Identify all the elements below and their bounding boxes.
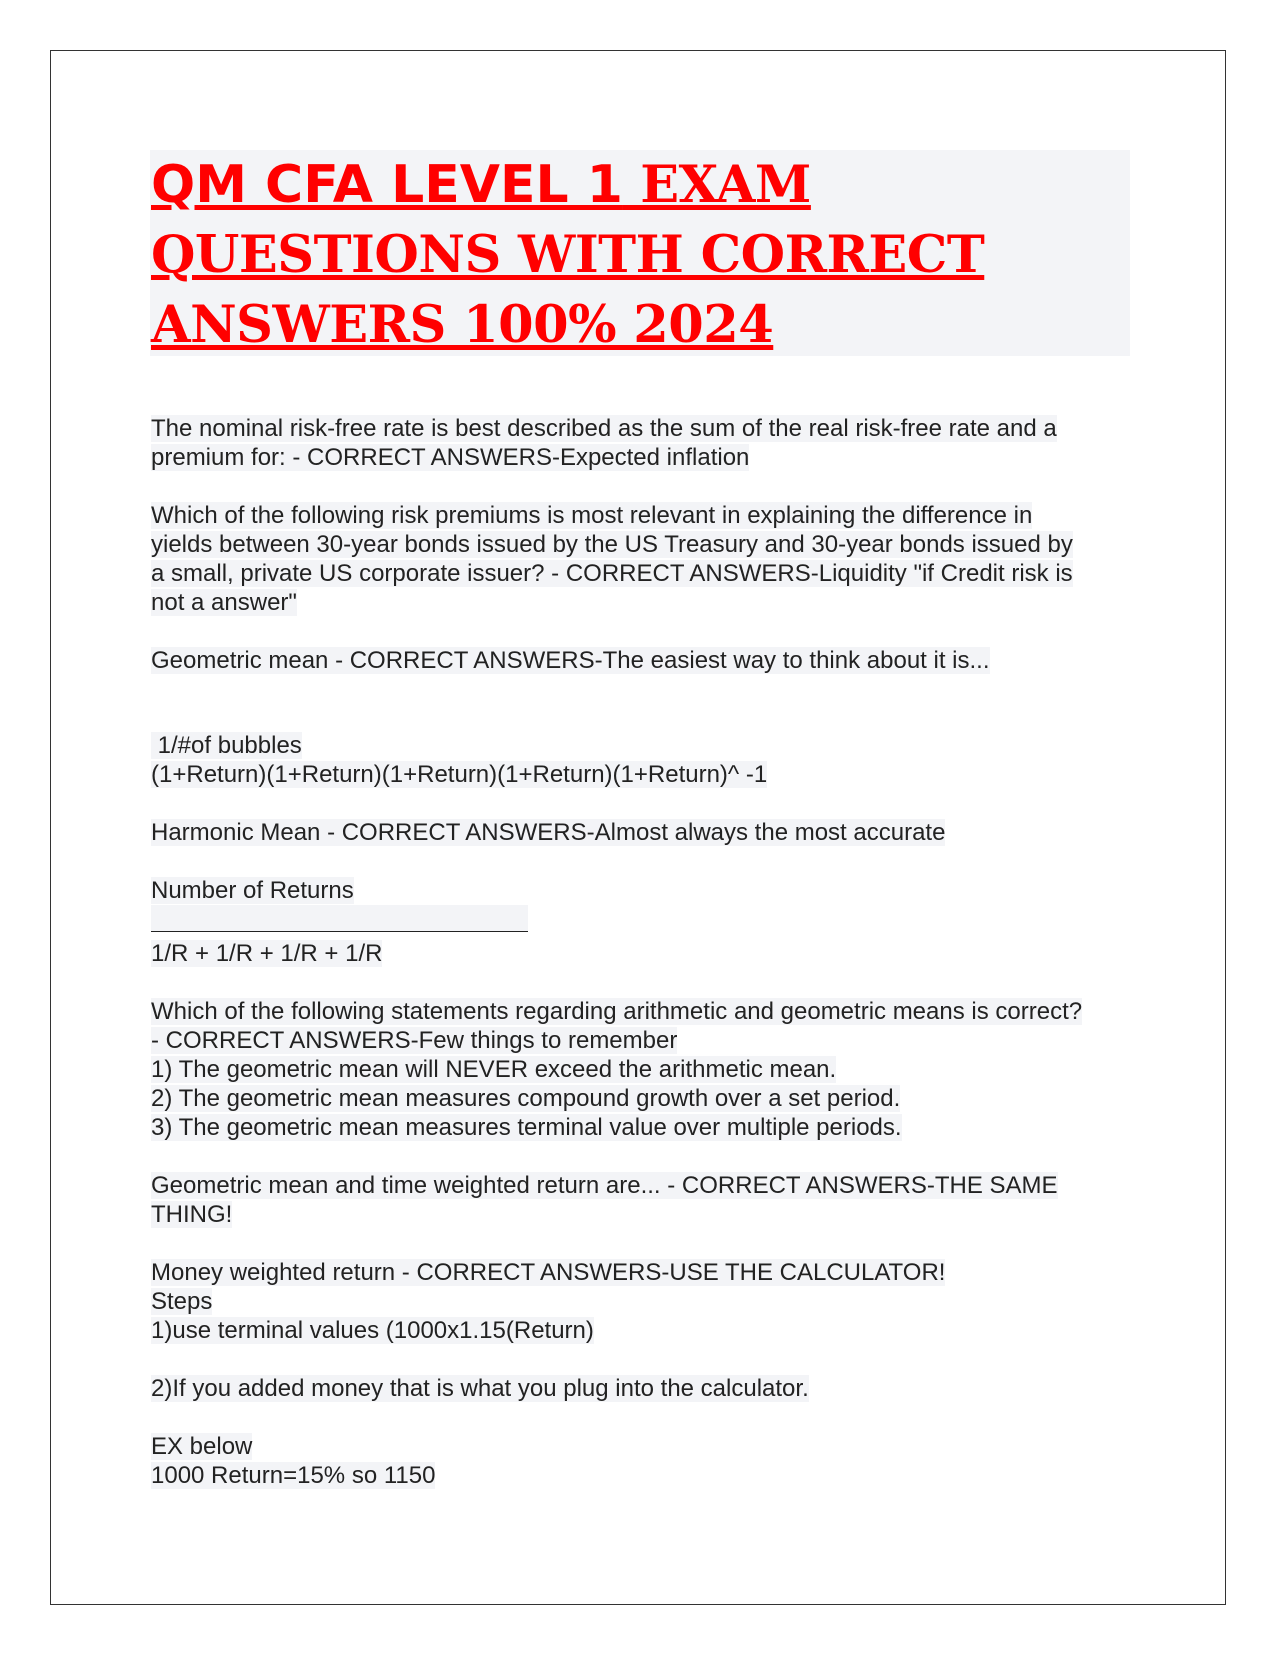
title-part1: QM CFA LEVEL 1	[151, 155, 623, 215]
text-line: not a answer"	[151, 589, 297, 616]
title-part2: EXAM	[622, 155, 811, 215]
text-line: Geometric mean and time weighted return are... - CORRECT ANSWERS-THE SAME	[151, 1172, 1058, 1199]
text-line: Which of the following statements regarding arithmetic and geometric means is correct?	[151, 998, 1083, 1025]
document-body	[151, 414, 1131, 1490]
title-line2: QUESTIONS WITH CORRECT	[151, 225, 985, 285]
text-line: 2) The geometric mean measures compound growth over a set period.	[151, 1085, 901, 1112]
text-line: 1)use terminal values (1000x1.15(Return)	[151, 1317, 594, 1344]
text-line: - CORRECT ANSWERS-Few things to remember	[151, 1027, 678, 1054]
text-line: Steps	[151, 1288, 213, 1315]
text-line: Geometric mean - CORRECT ANSWERS-The easiest way to think about it is...	[151, 647, 990, 674]
text-line: 2)If you added money that is what you plug into the calculator.	[151, 1375, 809, 1402]
text-line: 1/#of bubbles	[151, 732, 302, 759]
text-line: premium for: - CORRECT ANSWERS-Expected inflation	[151, 444, 750, 471]
text-line: 1000 Return=15% so 1150	[151, 1462, 436, 1489]
text-line: The nominal risk-free rate is best described as the sum of the real risk-free rate and a	[151, 415, 1057, 442]
text-line: a small, private US corporate issuer? - CORRECT ANSWERS-Liquidity "if Credit risk is	[151, 560, 1073, 587]
text-line: Which of the following risk premiums is most relevant in explaining the difference in	[151, 502, 1033, 529]
document-title	[151, 150, 1131, 360]
text-line: 3) The geometric mean measures terminal value over multiple periods.	[151, 1114, 902, 1141]
text-line: THING!	[151, 1201, 233, 1228]
text-line: Number of Returns	[151, 877, 354, 904]
text-line: EX below	[151, 1433, 253, 1460]
text-line: yields between 30-year bonds issued by the US Treasury and 30-year bonds issued by	[151, 531, 1073, 558]
fraction-rule	[151, 905, 1131, 939]
text-line: Money weighted return - CORRECT ANSWERS-USE THE CALCULATOR!	[151, 1259, 946, 1286]
text-line: 1) The geometric mean will NEVER exceed the arithmetic mean.	[151, 1056, 837, 1083]
text-line: Harmonic Mean - CORRECT ANSWERS-Almost always the most accurate	[151, 819, 946, 846]
title-line3: ANSWERS 100% 2024	[151, 295, 774, 355]
text-line: (1+Return)(1+Return)(1+Return)(1+Return)(1+Return)^ -1	[151, 761, 768, 788]
text-line: 1/R + 1/R + 1/R + 1/R	[151, 940, 383, 967]
